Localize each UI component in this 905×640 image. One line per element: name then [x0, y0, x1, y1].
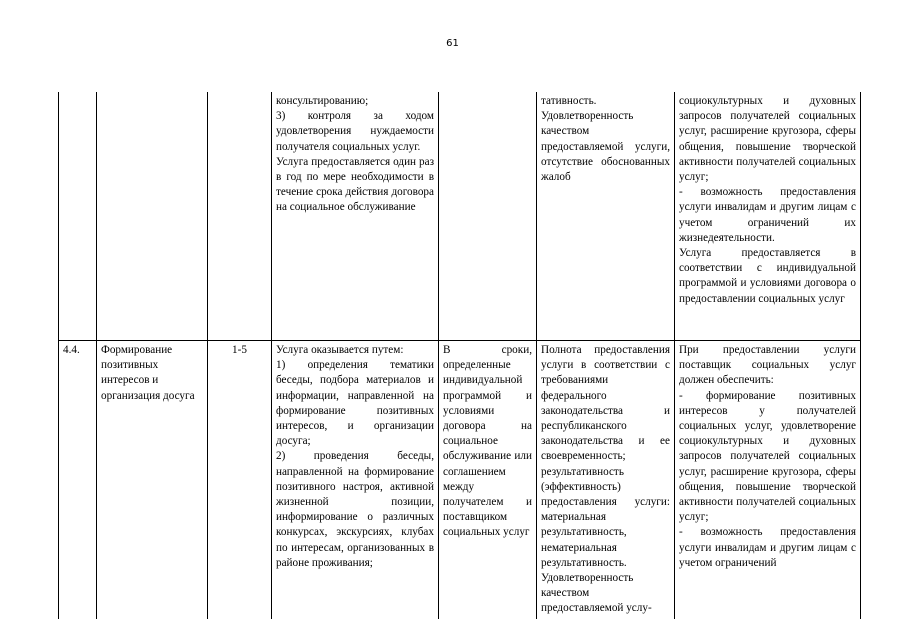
- cell-code: [208, 92, 272, 341]
- cell-service-name: Формирование позитивных интересов и организация досуга: [97, 341, 208, 619]
- table-row: [59, 341, 861, 619]
- services-table: [58, 92, 861, 619]
- cell-content: Услуга оказывается путем: 1) определения тематики беседы, подбора материалов и информации, направленной на формирование позитивных интересов, и организации досуга; 2) проведения беседы, направленной на формирование позитивного настроя, активной жизненной позиции, информирование о различных конкурсах, экскурсиях, клубах по интересам, организованных в районе проживания;: [272, 341, 439, 619]
- cell-term: В сроки, определенные индивидуальной программой и условиями договора на социальное обслуживание или соглашением между получателем и поставщиком социальных услуг: [439, 341, 537, 619]
- cell-conditions: социокультурных и духовных запросов получателей социальных услуг, расширение кругозора, сферы общения, повышение творческой активности получателей социальных услуг; - возможность предоставления услуги инвалидам и другим лицам с учетом ограничений их жизнедеятельности. Услуга предоставляется в соответствии с индивидуальной программой и условиями договора о предоставлении социальных услуг: [675, 92, 861, 341]
- cell-indicators: Полнота предоставления услуги в соответствии с требованиями федерального законодательства и республиканского законодательства и ее своевременность; результативность (эффективность) предоставления услуги: материальная результативность, нематериальная результативность. Удовлетворенность качеством предоставляемой услу-: [537, 341, 675, 619]
- cell-code: 1-5: [208, 341, 272, 619]
- page-number: 61: [446, 38, 459, 49]
- cell-number: 4.4.: [59, 341, 97, 619]
- cell-term: [439, 92, 537, 341]
- cell-conditions: При предоставлении услуги поставщик социальных услуг должен обеспечить: - формирование позитивных интересов у получателей социальных услуг, удовлетворение социокультурных и духовных запросов получателей социальных услуг, расширение кругозора, сферы общения, повышение творческой активности получателей социальных услуг; - возможность предоставления услуги инвалидам и другим лицам с учетом ограничений: [675, 341, 861, 619]
- cell-service-name: [97, 92, 208, 341]
- table-row: [59, 92, 861, 341]
- cell-indicators: тативность. Удовлетворенность качеством предоставляемой услуги, отсутствие обоснованных жалоб: [537, 92, 675, 341]
- cell-number: [59, 92, 97, 341]
- cell-content: консультированию; 3) контроля за ходом удовлетворения нуждаемости получателя социальных услуг. Услуга предоставляется один раз в год по мере необходимости в течение срока действия договора на социальное обслуживание: [272, 92, 439, 341]
